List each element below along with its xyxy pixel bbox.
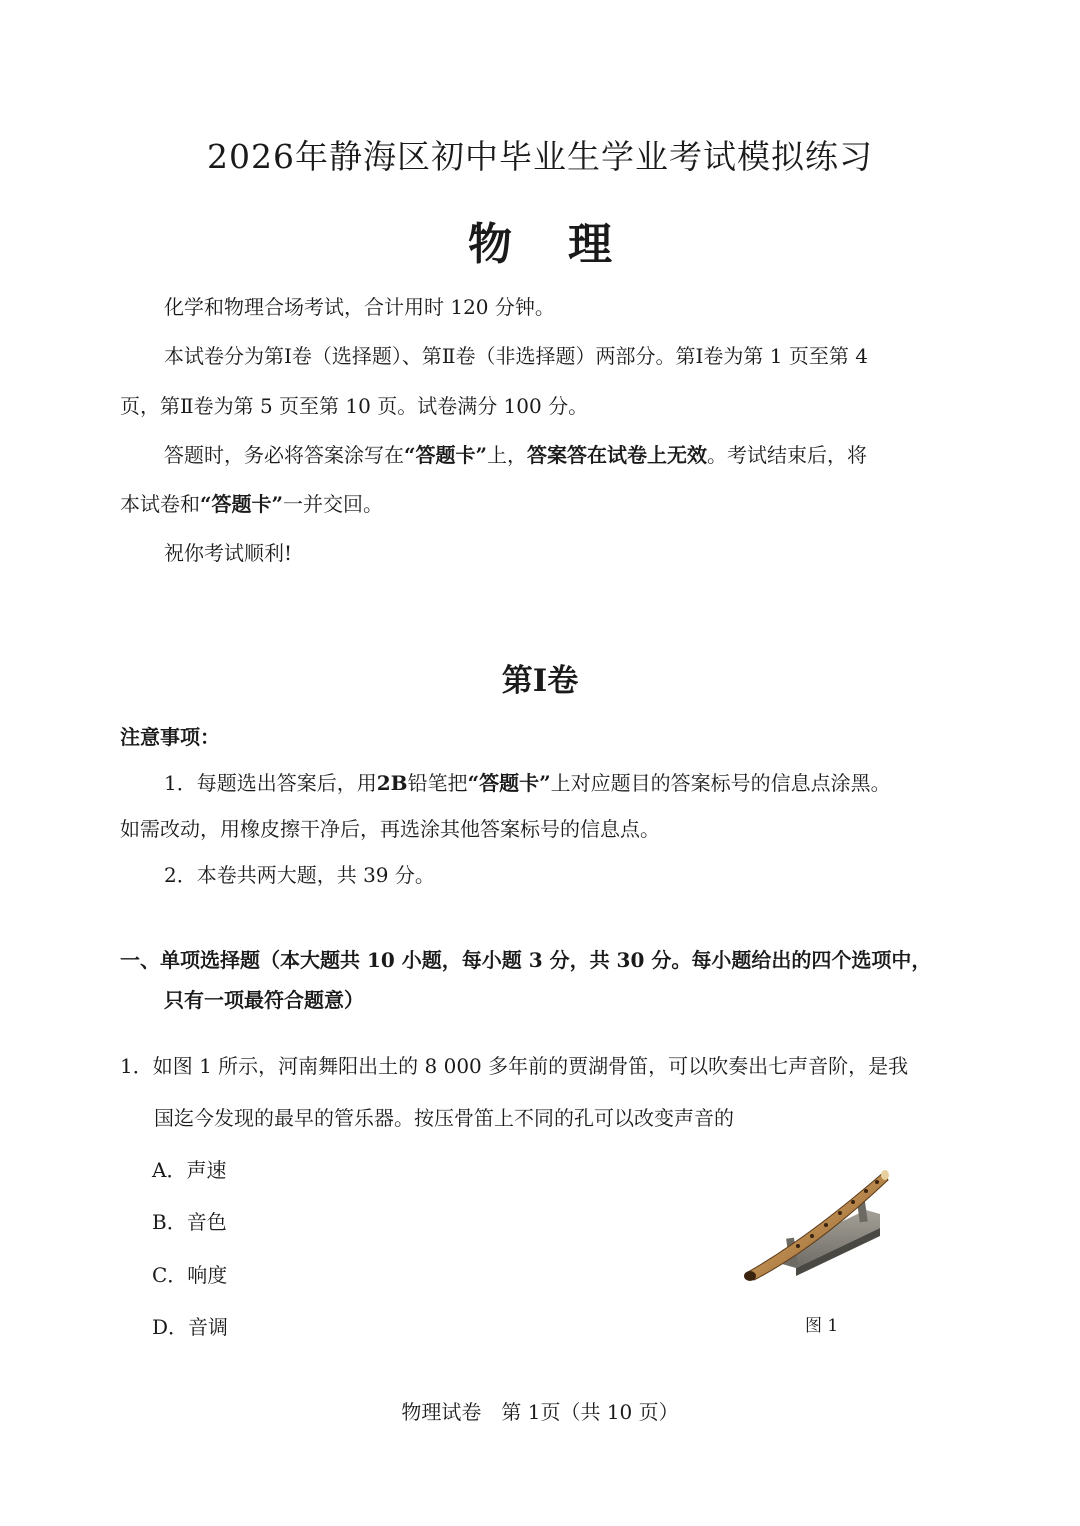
notice-item-1 [164,769,891,797]
option-d: D．音调 [152,1315,229,1339]
bone-flute-figure [738,1158,890,1286]
figure-caption: 图 1 [805,1316,839,1336]
question-1-stem-cont: 国迄今发现的最早的管乐器。按压骨笛上不同的孔可以改变声音的 [154,1106,734,1130]
option-b: B．音色 [152,1210,227,1234]
pencil-type: 2B [376,771,408,795]
part-heading-line-1: 一、单项选择题（本大题共 10 小题，每小题 3 分，共 30 分。每小题给出的四个选项中， [120,948,932,972]
intro-text: 上， [487,443,528,467]
intro-line-1: 化学和物理合场考试，合计用时 120 分钟。 [164,295,555,319]
notice-text: 1．每题选出答案后，用 [164,771,377,795]
notice-text: 铅笔把 [407,771,468,795]
intro-line-3: 页，第Ⅱ卷为第 5 页至第 10 页。试卷满分 100 分。 [120,394,589,418]
answer-card-term: “答题卡” [200,492,284,516]
intro-line-2: 本试卷分为第Ⅰ卷（选择题）、第Ⅱ卷（非选择题）两部分。第Ⅰ卷为第 1 页至第 4 [164,344,868,368]
intro-text: 。考试结束后，将 [707,443,868,467]
invalid-warning: 答案答在试卷上无效 [527,443,708,467]
option-c: C．响度 [152,1263,228,1287]
notice-text: 上对应题目的答案标号的信息点涂黑。 [550,771,891,795]
intro-text: 本试卷和 [120,492,200,516]
notice-item-2: 2．本卷共两大题，共 39 分。 [164,863,435,887]
answer-card-term: “答题卡” [404,443,488,467]
option-a: A．声速 [152,1158,227,1182]
intro-line-5 [120,490,383,518]
intro-line-6: 祝你考试顺利! [164,541,293,565]
intro-text: 答题时，务必将答案涂写在 [164,443,404,467]
page-footer: 物理试卷 第 1页（共 10 页） [401,1400,679,1424]
subject-title: 物理 [468,219,668,270]
part-heading-line-2: 只有一项最符合题意） [164,988,364,1012]
exam-title: 2026年静海区初中毕业生学业考试模拟练习 [207,137,873,176]
answer-card-term: “答题卡” [467,771,551,795]
notice-label: 注意事项： [120,725,220,749]
intro-line-4 [164,441,867,469]
section-heading: 第Ⅰ卷 [501,663,579,699]
bone-flute-icon [738,1158,890,1286]
intro-text: 一并交回。 [283,492,384,516]
notice-item-1-cont: 如需改动，用橡皮擦干净后，再选涂其他答案标号的信息点。 [120,817,660,841]
question-1-stem: 1．如图 1 所示，河南舞阳出土的 8 000 多年前的贾湖骨笛，可以吹奏出七声音阶，是我 [120,1054,909,1078]
